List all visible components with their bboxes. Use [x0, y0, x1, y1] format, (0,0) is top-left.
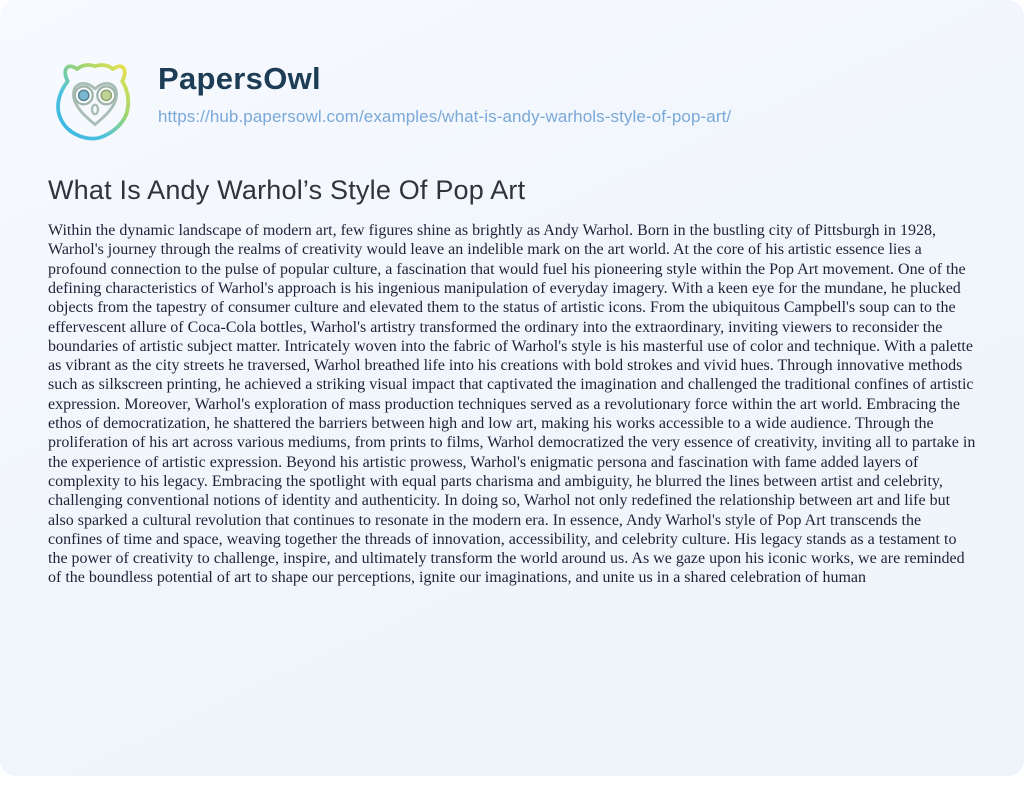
brand-block [158, 54, 731, 127]
page-url-link[interactable]: https://hub.papersowl.com/examples/what-is-andy-warhols-style-of-pop-art/ [158, 107, 732, 127]
article-body-text: Within the dynamic landscape of modern art, few figures shine as brightly as Andy Warhol. Born in the bustling city of Pittsburgh in 1928, Warhol's journey through the realms of creativity would leave an indelible mark on the art world. At the core of his artistic essence lies a profound connection to the pulse of popular culture, a fascination that would fuel his pioneering style within the Pop Art movement. One of the defining characteristics of Warhol's approach is his ingenious manipulation of everyday imagery. With a keen eye for the mundane, he plucked objects from the tapestry of consumer culture and elevated them to the status of artistic icons. From the ubiquitous Campbell's soup can to the effervescent allure of Coca-Cola bottles, Warhol's artistry transformed the ordinary into the extraordinary, inviting viewers to reconsider the boundaries of artistic subject matter. Intricately woven into the fabric of Warhol's style is his masterful use of color and technique. With a palette as vibrant as the city streets he traversed, Warhol breathed life into his creations with bold strokes and vivid hues. Through innovative methods such as silkscreen printing, he achieved a striking visual impact that captivated the imagination and challenged the traditional confines of artistic expression. Moreover, Warhol's exploration of mass production techniques served as a revolutionary force within the art world. Embracing the ethos of democratization, he shattered the barriers between high and low art, making his works accessible to a wide audience. Through the proliferation of his art across various mediums, from prints to films, Warhol democratized the very essence of creativity, inviting all to partake in the experience of artistic expression. Beyond his artistic prowess, Warhol's enigmatic persona and fascination with fame added layers of complexity to his legacy. Embracing the spotlight with equal parts charisma and ambiguity, he blurred the lines between artist and celebrity, challenging conventional notions of identity and authenticity. In doing so, Warhol not only redefined the relationship between art and life but also sparked a cultural revolution that continues to resonate in the modern era. In essence, Andy Warhol's style of Pop Art transcends the confines of time and space, weaving together the threads of innovation, accessibility, and celebrity culture. His legacy stands as a testament to the power of creativity to challenge, inspire, and ultimately transform the world around us. As we gaze upon his iconic works, we are reminded of the boundless potential of art to shape our perceptions, ignite our imaginations, and unite us in a shared celebration of human [48, 222, 976, 587]
site-header [0, 0, 1024, 148]
brand-name: PapersOwl [158, 61, 321, 96]
owl-logo-icon [48, 54, 142, 148]
page-title: What Is Andy Warhol’s Style Of Pop Art [48, 175, 526, 205]
